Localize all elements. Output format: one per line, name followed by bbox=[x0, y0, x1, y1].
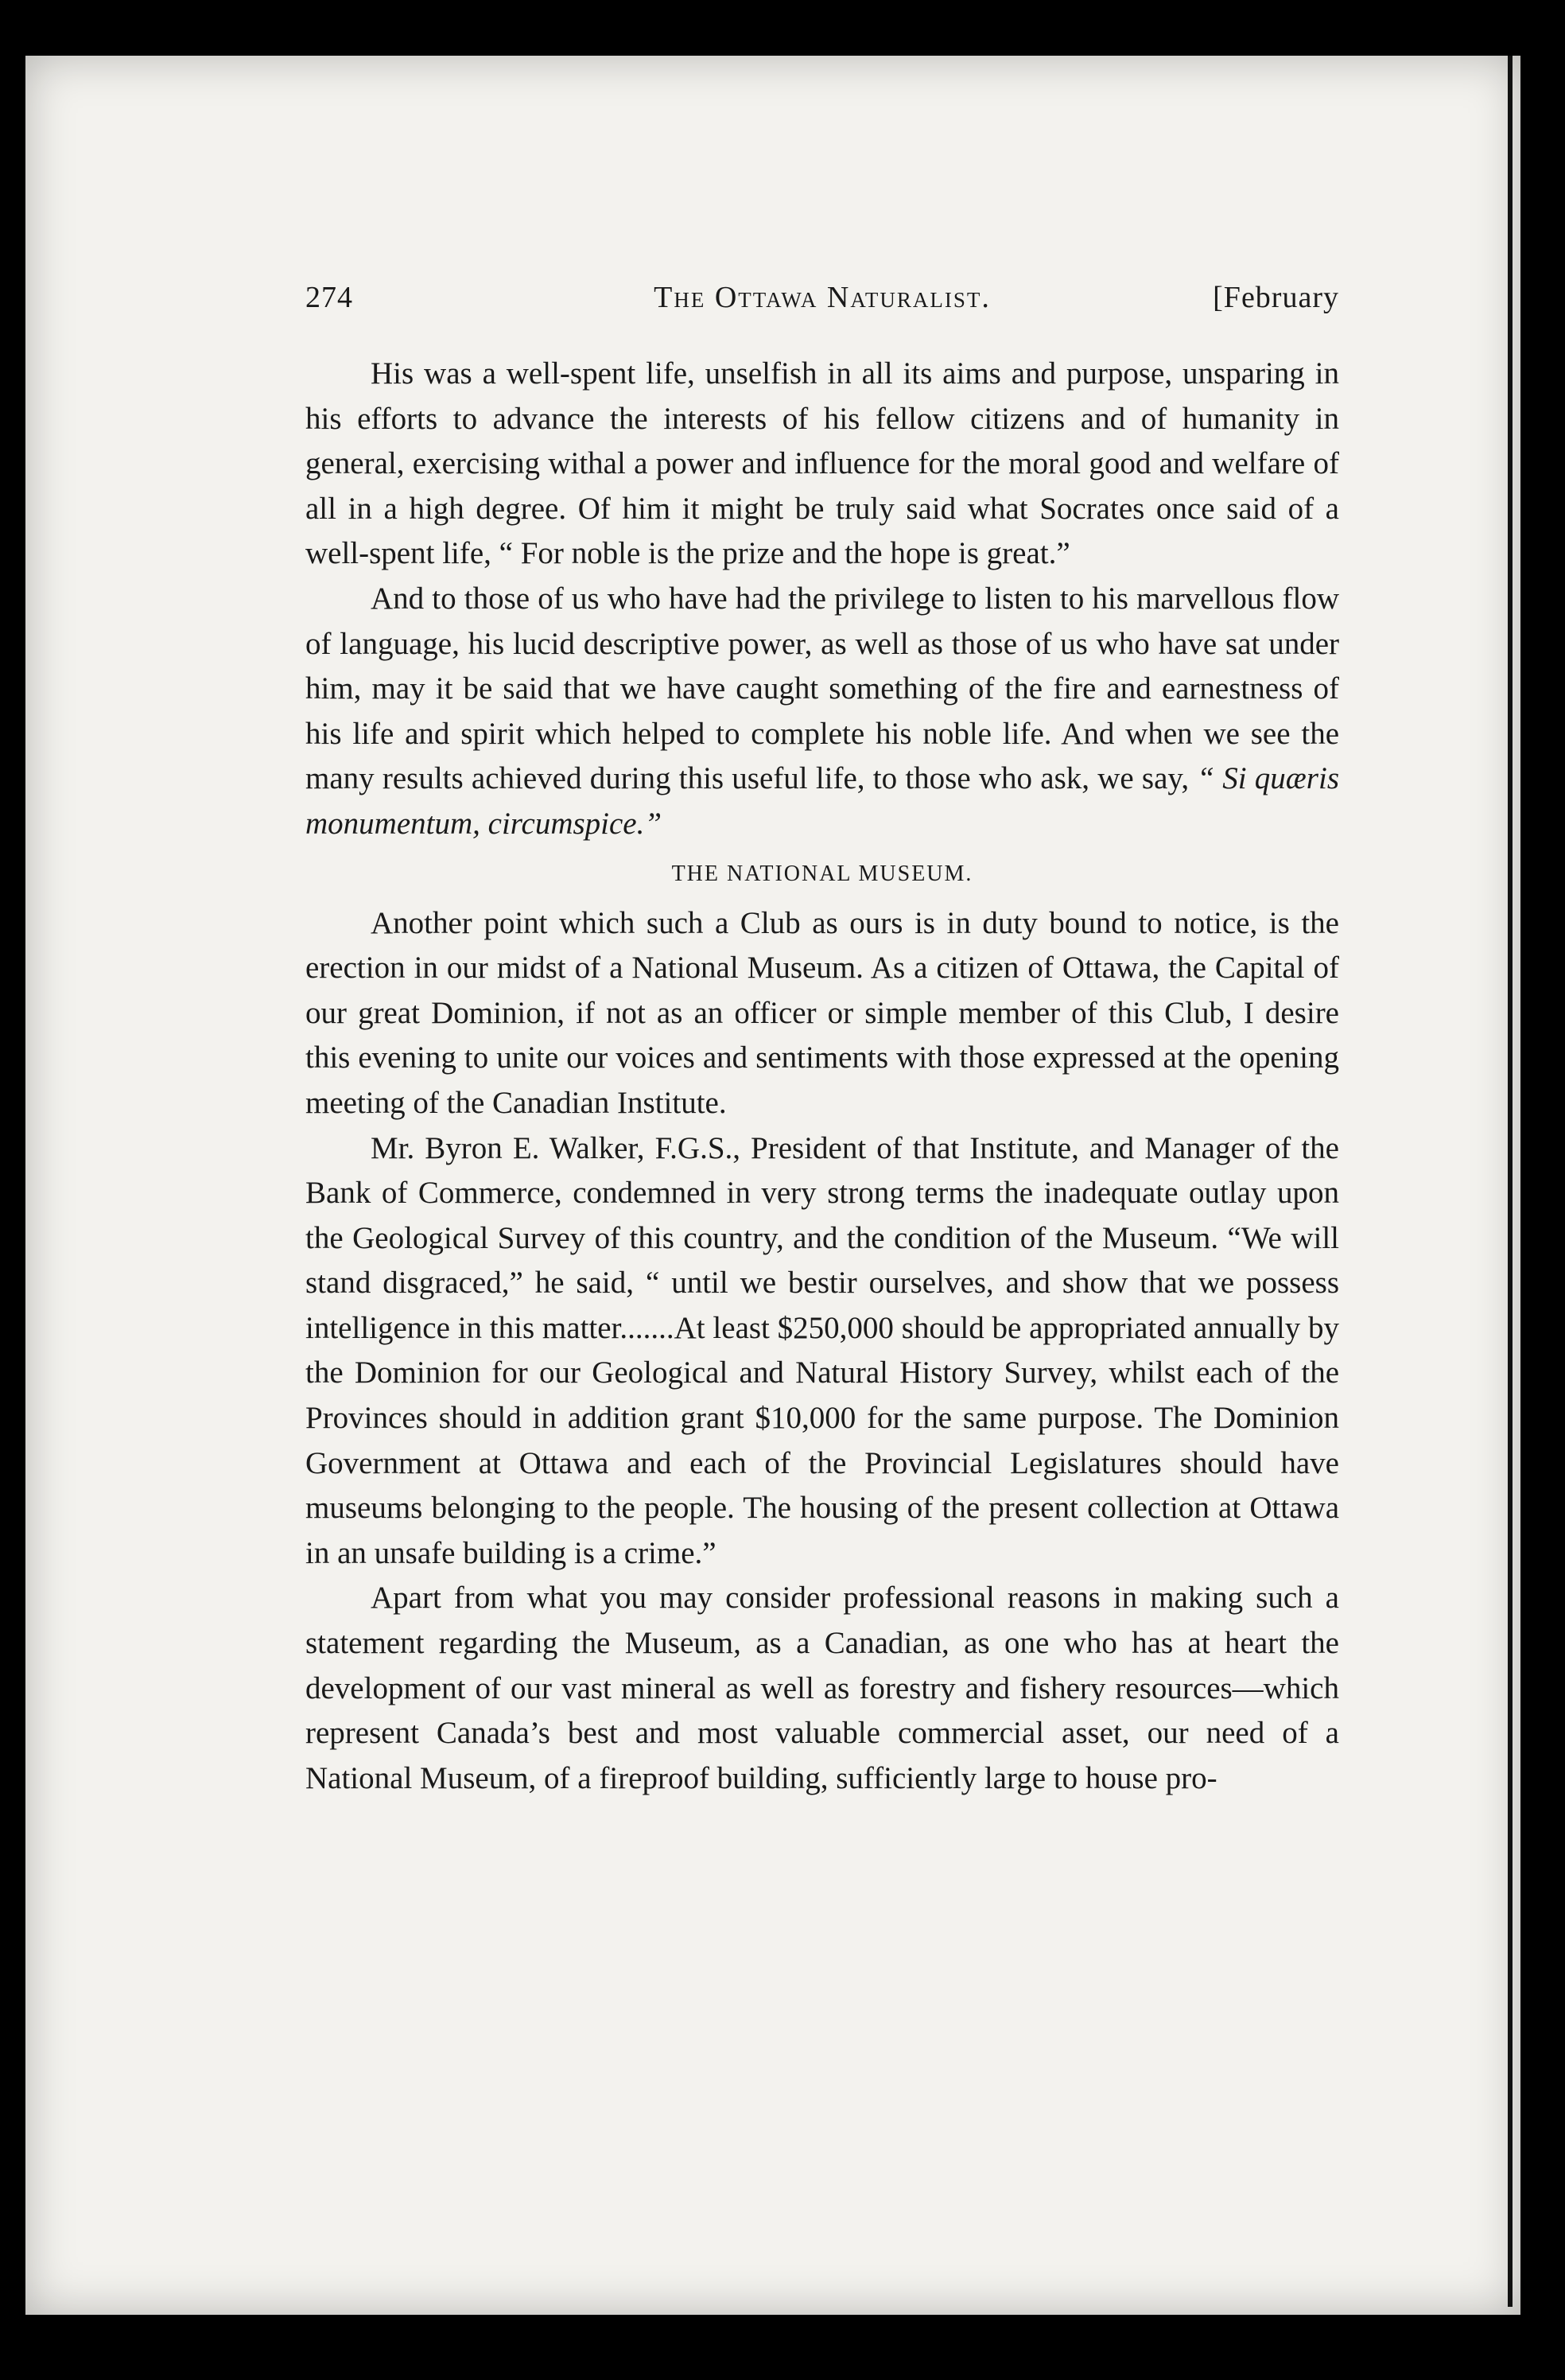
paragraph-3: Another point which such a Club as ours is in duty bound to notice, is the erection in our midst of a National Museum. As a citizen of Ottawa, the Capital of our great Dominion, if not as an officer or simple member of this Club, I desire this evening to unite our voices and sentiments with those expressed at the opening meeting of the Canadian Institute. bbox=[305, 905, 1339, 1120]
section-heading: THE NATIONAL MUSEUM. bbox=[671, 861, 973, 886]
page-number: 274 bbox=[305, 281, 353, 314]
paragraph-1: His was a well-spent life, unselfish in all its aims and purpose, unsparing in his efforts to advance the interests of his fellow citizens and of humanity in general, exercising withal a power and influence for the moral good and welfare of all in a high degree. Of him it might be truly said what Socrates once said of a well-spent life, “ For noble is the prize and the hope is great.” bbox=[305, 356, 1339, 571]
header-month: [February bbox=[1213, 281, 1339, 314]
page-header bbox=[305, 280, 1339, 328]
running-title: The Ottawa Naturalist. bbox=[654, 281, 991, 314]
text-column bbox=[305, 280, 1339, 1801]
page-edge-line bbox=[1508, 56, 1513, 2307]
paragraph-2-text: And to those of us who have had the privilege to listen to his marvellous flow of language, his lucid descriptive power, as well as those of us who have sat under him, may it be said that we have caught something of the fire and earnestness of his life and spirit which helped to complete his noble life. And when we see the many results achieved during this useful life, to those who ask, we say, bbox=[305, 581, 1339, 796]
paragraph-4: Mr. Byron E. Walker, F.G.S., President of that Institute, and Manager of the Bank of Commerce, condemned in very strong terms the inadequate outlay upon the Geological Survey of this country, and the condition of the Museum. “We will stand disgraced,” he said, “ until we bestir ourselves, and show that we possess intelligence in this matter.......At least $250,000 should be appropriated annually by the Dominion for our Geological and Natural History Survey, whilst each of the Provinces should in addition grant $10,000 for the same purpose. The Dominion Government at Ottawa and each of the Provincial Legislatures should have museums belonging to the people. The housing of the present collection at Ottawa in an unsafe building is a crime.” bbox=[305, 1130, 1339, 1570]
paragraph-5: Apart from what you may consider professional reasons in making such a statement regarding the Museum, as a Canadian, as one who has at heart the development of our vast mineral as well as forestry and fishery resources—which represent Canada’s best and most valuable commercial asset, our need of a National Museum, of a fireproof building, sufficiently large to house pro- bbox=[305, 1581, 1339, 1795]
paragraph-2 bbox=[305, 577, 1339, 847]
latin-quote: “ Si quæris monumentum, circumspice.” bbox=[305, 761, 1339, 841]
